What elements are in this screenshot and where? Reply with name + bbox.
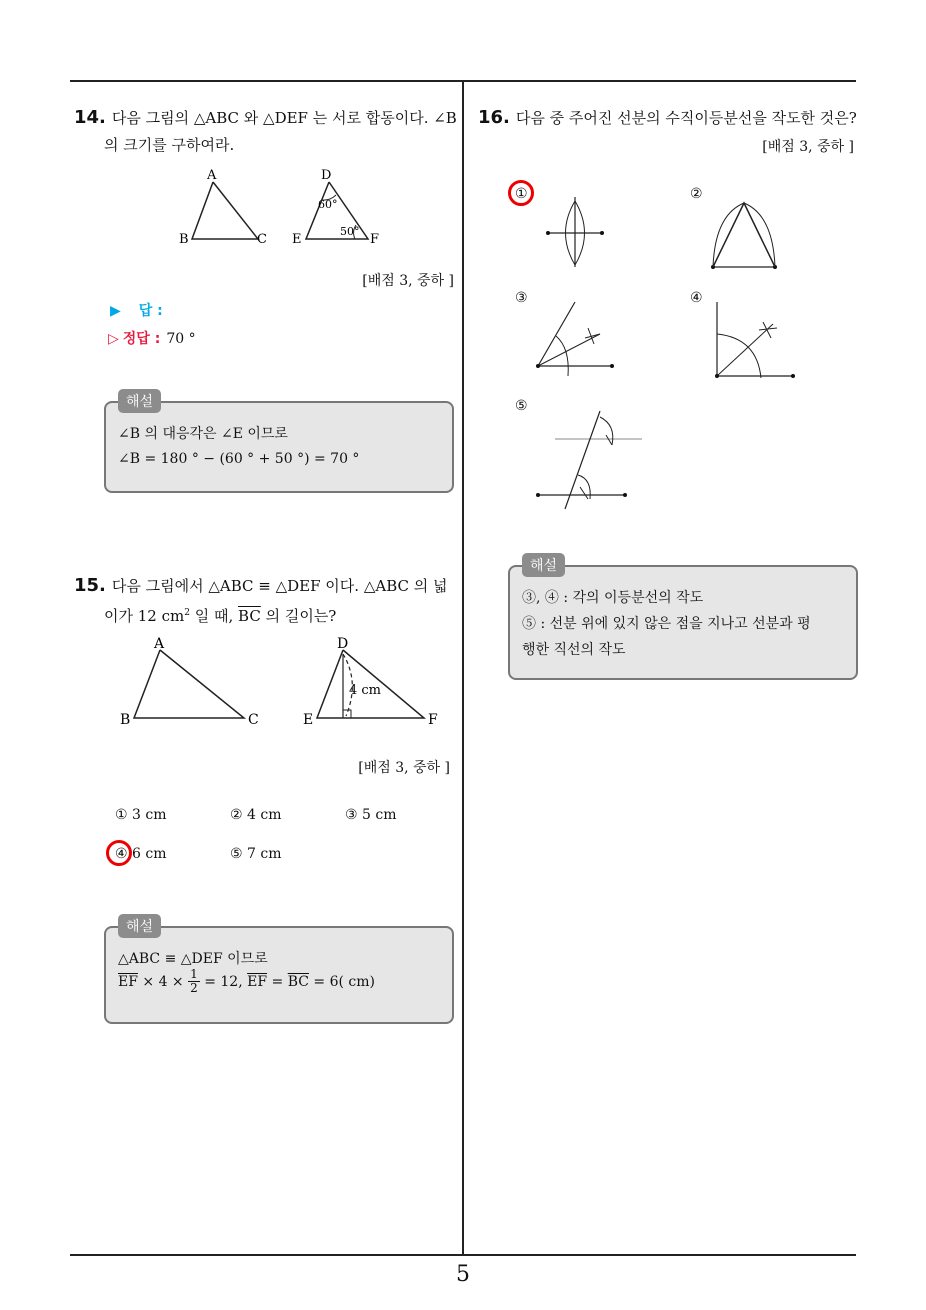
q15-label-e: E [303, 712, 314, 728]
q15-label-c: C [248, 712, 259, 728]
fraction-denominator: 2 [190, 981, 198, 995]
figure-label-4[interactable]: ④ [690, 290, 703, 306]
question-number: 15. [74, 575, 106, 596]
text-part: = [267, 973, 288, 990]
solution-line2 [118, 968, 375, 995]
q14-angle-f: 50° [340, 225, 360, 238]
q15-label-b: B [120, 712, 131, 728]
solution-line2: ∠B = 180 ° − (60 ° + 50 °) = 70 ° [118, 451, 360, 467]
q14-label-e: E [292, 232, 302, 247]
figure-label-1[interactable]: ① [515, 186, 528, 202]
solution-tab: 해설 [118, 914, 161, 938]
question-text-line1: 다음 그림의 △ABC 와 △DEF 는 서로 합동이다. ∠B [111, 109, 457, 127]
solution-line1: △ABC ≡ △DEF 이므로 [118, 951, 268, 967]
answer-label: 답 : [138, 303, 163, 319]
q15-label-d: D [337, 636, 349, 652]
solution-tab: 해설 [522, 553, 565, 577]
figure-label-2[interactable]: ② [690, 186, 703, 202]
question-number: 16. [478, 107, 510, 128]
choice-3[interactable]: ③ 5 cm [345, 807, 397, 823]
figure-3-angle-bisector [530, 298, 620, 378]
question-15 [74, 572, 460, 630]
segment-bc: $\overline{BC}$ [238, 607, 261, 625]
q14-label-d: D [321, 168, 332, 183]
question-text-line2: 의 크기를 구하여라. [104, 136, 235, 154]
q15-solution-box [104, 919, 454, 1024]
correct-label: 정답 : [122, 331, 161, 347]
column-divider [462, 82, 464, 1256]
q14-label-f: F [370, 232, 380, 247]
solution-line1: ∠B 의 대응각은 ∠E 이므로 [118, 426, 288, 442]
choice-4[interactable]: ④ 6 cm [115, 846, 167, 862]
question-16 [478, 104, 858, 132]
solution-line2: ⑤ : 선분 위에 있지 않은 점을 지나고 선분과 평 [522, 616, 811, 632]
q14-correct-line [108, 328, 196, 348]
q16-solution-box [508, 558, 858, 680]
question-14 [74, 104, 460, 159]
text-part: × 4 × [137, 973, 189, 990]
q15-label-a: A [154, 636, 165, 652]
q14-solution-box [104, 394, 454, 493]
q15-label-f: F [428, 712, 438, 728]
q15-height-label: 4 cm [349, 683, 382, 698]
segment-bc: $\overline{BC}$ [287, 973, 309, 990]
segment-ef: $\overline{EF}$ [247, 973, 268, 990]
solution-tab: 해설 [118, 389, 161, 413]
figure-5-parallel-line [530, 405, 645, 515]
selected-answer-circle [508, 180, 534, 206]
q14-angle-d: 60° [318, 198, 338, 211]
q15-triangles-figure [110, 632, 450, 732]
text-part: 일 때, [189, 607, 239, 625]
q14-label-b: B [179, 232, 189, 247]
figure-label-3[interactable]: ③ [515, 290, 528, 306]
choice-1[interactable]: ① 3 cm [115, 807, 167, 823]
segment-ef: $\overline{EF}$ [118, 973, 138, 990]
text-part: 이가 12 cm [104, 607, 185, 625]
play-arrow-icon: ▶ [110, 303, 121, 319]
question-text-line2 [74, 600, 460, 630]
q16-score: [배점 3, 중하 ] [762, 139, 854, 155]
q14-label-c: C [257, 232, 267, 247]
figure-label-5[interactable]: ⑤ [515, 398, 528, 414]
choice-5[interactable]: ⑤ 7 cm [230, 846, 282, 862]
question-text-line1: 다음 그림에서 △ABC ≡ △DEF 이다. △ABC 의 넓 [111, 577, 448, 595]
text-part: 의 길이는? [260, 607, 337, 625]
text-part: = 12, [199, 973, 248, 990]
q14-score: [배점 3, 중하 ] [362, 273, 454, 289]
outline-arrow-icon: ▷ [108, 331, 119, 347]
fraction-numerator: 1 [190, 967, 198, 981]
correct-value: 70 ° [166, 331, 196, 347]
solution-line3: 행한 직선의 작도 [522, 642, 626, 658]
page-number: 5 [456, 1262, 470, 1287]
figure-4-right-angle-bisector [705, 298, 800, 383]
q14-label-a: A [207, 168, 217, 183]
question-text-line1: 다음 중 주어진 선분의 수직이등분선을 작도한 것은? [515, 109, 857, 127]
q14-triangles-figure [170, 165, 400, 250]
choice-2[interactable]: ② 4 cm [230, 807, 282, 823]
superscript: 2 [184, 608, 190, 618]
text-part: = 6( cm) [308, 973, 375, 990]
q15-score: [배점 3, 중하 ] [358, 760, 450, 776]
solution-line1: ③, ④ : 각의 이등분선의 작도 [522, 590, 704, 606]
fraction [188, 968, 200, 995]
question-number: 14. [74, 107, 106, 128]
selected-answer-circle [106, 840, 132, 866]
figure-1-perpendicular-bisector [540, 195, 610, 270]
q14-answer-line [110, 300, 163, 320]
figure-2-equilateral-triangle [705, 195, 785, 275]
bottom-rule [70, 1254, 856, 1256]
